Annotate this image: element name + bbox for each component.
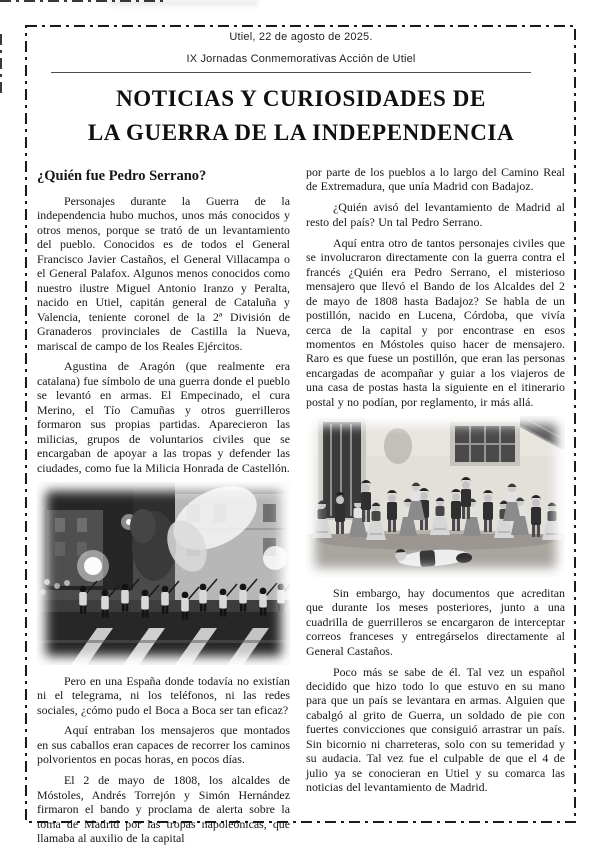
night-musket-volley-art (37, 482, 290, 665)
date-line: Utiel, 22 de agosto de 2025. (229, 31, 373, 43)
scan-artifact-smudge (108, 0, 258, 6)
page-title-line-2: LA GUERRA DE LA INDEPENDENCIA (87, 120, 515, 145)
section-heading: ¿Quién fue Pedro Serrano? (37, 168, 207, 184)
left-column (37, 165, 290, 849)
night-musket-volley-photo (37, 482, 290, 665)
paragraph: Poco más se sabe de él. Tal vez un español decidido que hizo todo lo que estuvo en su mano para que un país se levantara en armas. Alguien que cabalgó al grito de Guerra, un soldado de pie con fuertes convicciones que consiguió arrastrar un país. Sin bicornio ni charreteras, solo con su temeridad y su audacia. Tal vez fue el culpable de que el 4 de julio ya se conocieran en Utiel y su comarca las noticias del levantamiento de Madrid. (306, 664, 565, 795)
scan-artifact-left-edge (0, 34, 2, 96)
paragraph: ¿Quién avisó del levantamiento de Madrid al resto del país? Un tal Pedro Serrano. (306, 200, 565, 229)
paragraph: Agustina de Aragón (que realmente era catalana) fue símbolo de una guerra donde el pueblo se levantó en armas. El Empecinado, el cura Merino, el Tío Camuñas y otros guerrilleros formaron sus propias partidas. Aparecieron las milicias, grupos de voluntarios civiles que se encargaban de apoyar a las tropas y defender las ciudades, como fue la Milicia Honrada de Castellón. (37, 359, 290, 475)
costumed-group-portrait-photo (306, 416, 565, 577)
costumed-group-portrait-art (306, 416, 565, 577)
paragraph: Sin embargo, hay documentos que acreditan que durante los meses posteriores, junto a una cuadrilla de guerrilleros se encargaron de interceptar correos franceses y entregárselos directamente al General Castaños. (306, 585, 565, 658)
header-divider (51, 72, 531, 73)
paragraph: Aquí entraban los mensajeros que montados en sus caballos eran capaces de recorrer los caminos polvorientos en pocas horas, en pocos días. (37, 723, 290, 767)
paragraph: El 2 de mayo de 1808, los alcaldes de Móstoles, Andrés Torrejón y Simón Hernández firmaron el bando y proclama de alerta sobre la toma de Madrid por las tropas napoleónicas, que llamaba al auxilio de la capital (37, 773, 290, 846)
two-column-article (37, 165, 565, 849)
page-title (37, 82, 565, 150)
paragraph: Personajes durante la Guerra de la independencia hubo muchos, unos más conocidos y otros menos, porque se trató de un levantamiento del pueblo. Conocidos es de todos el General Francisco Javier Castaños, el General Villacampa o el General Palafox. Algunos menos conocidos como nuestro ilustre Miguel Antonio Iranzo y Peralta, nacido en Utiel, capitán general de Cataluña y Valencia, teniente coronel de la 2ª División de Granaderos provinciales de Castilla la Nueva, mariscal de campo de los Reales Ejércitos. (37, 194, 290, 353)
paragraph: Aquí entra otro de tantos personajes civiles que se involucraron directamente con la guerra contra el francés ¿Quién era Pedro Serrano, el misterioso mensajero que llevó el Bando de los Alcaldes del 2 de mayo de 1808 hasta Badajoz? Se habla de un postillón, nacido en Lucena, Córdoba, que vivía cerca de la capital y por encontrase en esos momentos en Móstoles quiso hacer de mensajero. Raro es que fuese un postillón, que eran las personas encargadas de acompañar y guiar a los viajeros de una casa de postas hasta la siguiente en el itinerario postal y no podían, por reglamento, ir más allá. (306, 235, 565, 409)
event-line: IX Jornadas Conmemorativas Acción de Utiel (186, 53, 416, 65)
paragraph: Pero en una España donde todavía no existían ni el telegrama, ni los teléfonos, ni las redes sociales, ¿cómo pudo el Boca a Boca ser tan eficaz? (37, 673, 290, 717)
right-column (306, 165, 565, 849)
page-content (37, 31, 565, 849)
paragraph: por parte de los pueblos a lo largo del Camino Real de Extremadura, que unía Madrid con Badajoz. (306, 165, 565, 194)
page-title-line-1: NOTICIAS Y CURIOSIDADES DE (116, 86, 486, 111)
